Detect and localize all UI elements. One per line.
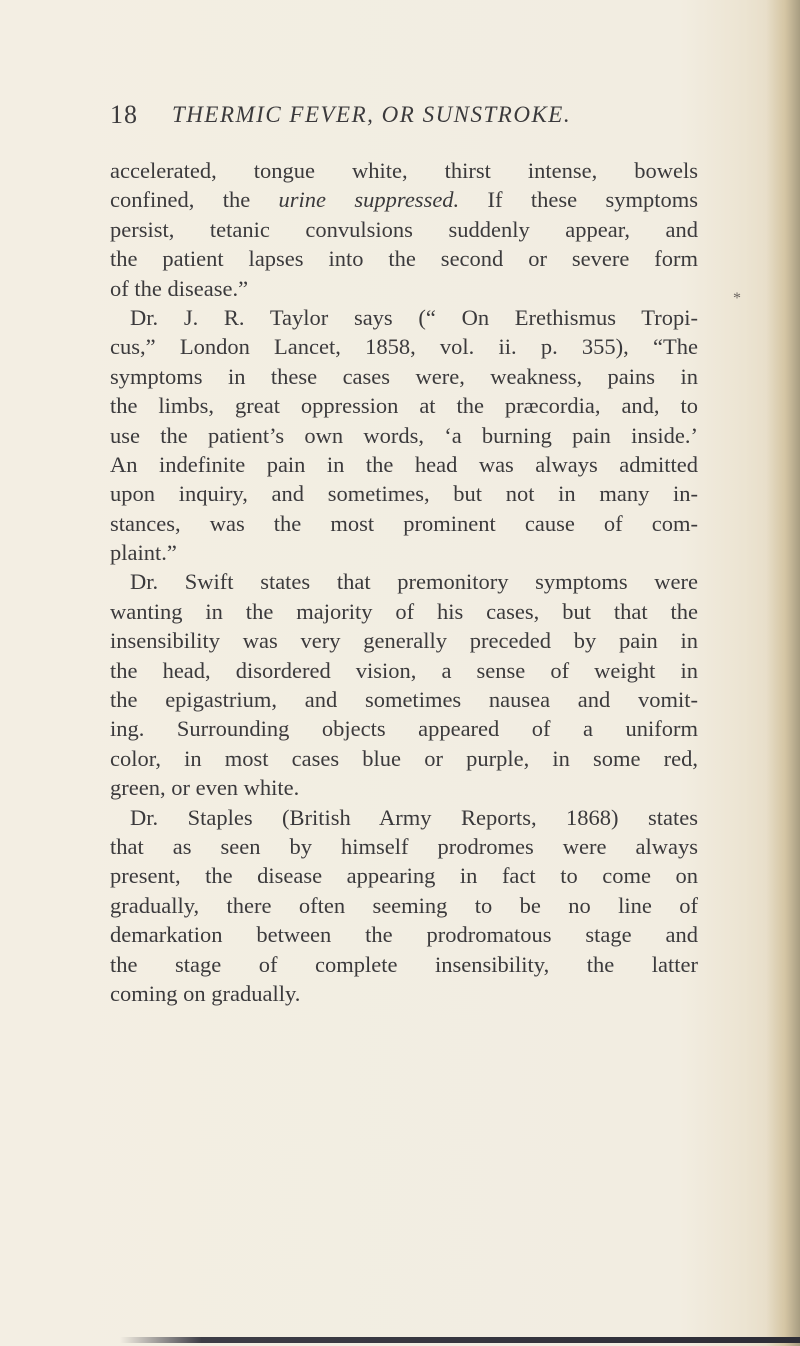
page-gutter-shadow (766, 0, 800, 1346)
text-line: persist, tetanic convulsions suddenly appear, and (110, 216, 698, 242)
text-line: Dr. J. R. Taylor says (“ On Erethismus Tropi- (130, 304, 698, 330)
text-span: confined, the (110, 187, 279, 213)
text-line: cus,” London Lancet, 1858, vol. ii. p. 355), “The (110, 334, 698, 360)
text-line: the limbs, great oppression at the præcordia, and, to (110, 393, 698, 419)
text-line: Dr. Swift states that premonitory symptoms were (130, 569, 698, 595)
text-line: wanting in the majority of his cases, but that the (110, 598, 698, 624)
text-line: use the patient’s own words, ‘a burning pain inside.’ (110, 422, 698, 448)
text-line: demarkation between the prodromatous stage and (110, 922, 698, 948)
text-line: the epigastrium, and sometimes nausea and vomit- (110, 687, 698, 713)
body-text (110, 156, 698, 1008)
text-line: ing. Surrounding objects appeared of a uniform (110, 716, 698, 742)
text-line (110, 185, 698, 214)
text-line: An indefinite pain in the head was always admitted (110, 451, 698, 477)
text-line: accelerated, tongue white, thirst intense, bowels (110, 158, 698, 183)
italic-phrase: urine suppressed. (278, 187, 460, 213)
text-line: upon inquiry, and sometimes, but not in many in- (110, 481, 698, 507)
text-line: Dr. Staples (British Army Reports, 1868) states (130, 804, 698, 830)
text-line: present, the disease appearing in fact to come on (110, 863, 698, 889)
text-span: If these symptoms (459, 187, 698, 213)
margin-asterisk-mark: * (733, 290, 741, 307)
text-line: color, in most cases blue or purple, in some red, (110, 745, 698, 771)
running-title: THERMIC FEVER, OR SUNSTROKE. (172, 102, 572, 127)
text-line: coming on gradually. (110, 980, 301, 1006)
text-line: the head, disordered vision, a sense of weight in (110, 657, 698, 683)
text-line: insensibility was very generally preceded by pain in (110, 628, 698, 654)
text-line: green, or even white. (110, 775, 300, 801)
page-number: 18 (110, 100, 138, 129)
bottom-edge-shadow (120, 1337, 800, 1343)
text-line: that as seen by himself prodromes were always (110, 833, 698, 859)
text-line: symptoms in these cases were, weakness, pains in (110, 363, 698, 389)
running-head (110, 100, 670, 140)
text-line: plaint.” (110, 540, 177, 566)
text-line: the patient lapses into the second or severe form (110, 246, 698, 272)
text-line: stances, was the most prominent cause of com- (110, 510, 698, 536)
text-line: the stage of complete insensibility, the latter (110, 951, 698, 977)
text-line: of the disease.” (110, 275, 249, 301)
text-line: gradually, there often seeming to be no line of (110, 892, 698, 918)
